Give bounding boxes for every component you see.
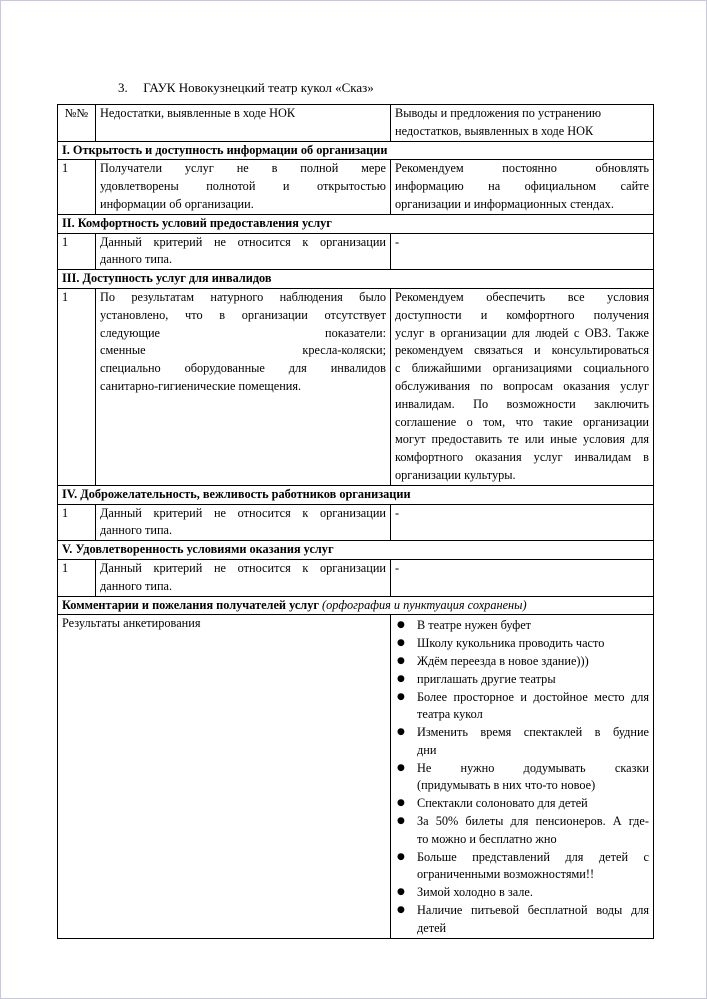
comments-list	[395, 617, 649, 937]
section-title: IV. Доброжелательность, вежливость работников организации	[58, 485, 654, 504]
recommendation-cell	[391, 559, 654, 596]
cell-line: рекомендуем связаться и консультироваться	[395, 343, 649, 358]
recommendation-cell	[391, 288, 654, 485]
survey-results-label: Результаты анкетирования	[58, 615, 391, 938]
table-row	[58, 559, 654, 596]
comment-item	[395, 689, 649, 725]
cell-line: организации и информационных стендах.	[395, 196, 614, 211]
header-number: №№	[58, 105, 96, 142]
bullet-icon: ●	[397, 673, 405, 684]
bullet-icon: ●	[397, 798, 405, 809]
heading-number: 3.	[118, 80, 128, 95]
row-number: 1	[58, 559, 96, 596]
section-title: III. Доступность услуг для инвалидов	[58, 270, 654, 289]
cell-line: Получатели услуг не в полной мере	[100, 161, 386, 176]
bullet-icon: ●	[397, 887, 405, 898]
comment-line: (придумывать в них что-то новое)	[417, 778, 596, 793]
comment-line: ограниченными возможностями!!	[417, 867, 595, 882]
bullet-icon: ●	[397, 638, 405, 649]
row-number: 1	[58, 160, 96, 214]
comment-line: театра кукол	[417, 707, 483, 722]
shortcoming-cell	[96, 504, 391, 541]
cell-line: -	[395, 234, 400, 249]
header-recommendations	[391, 105, 654, 142]
cell-line: данного типа.	[100, 523, 173, 538]
row-number: 1	[58, 288, 96, 485]
cell-line: доступности и комфортного получения	[395, 307, 649, 322]
heading-title: ГАУК Новокузнецкий театр кукол «Сказ»	[143, 80, 374, 95]
section-title: I. Открытость и доступность информации об организации	[58, 141, 654, 160]
comment-line: Школу кукольника проводить часто	[417, 636, 605, 651]
section-title: V. Удовлетворенность условиями оказания услуг	[58, 541, 654, 560]
bullet-icon: ●	[397, 691, 405, 702]
comment-item	[395, 813, 649, 849]
cell-line: удовлетворены полнотой и открытостью	[100, 179, 386, 194]
comment-line: Более просторное и достойное место для	[417, 689, 649, 704]
cell-line: данного типа.	[100, 578, 173, 593]
cell-line: специально оборудованные для инвалидов	[100, 361, 386, 376]
comments-note: (орфография и пунктуация сохранены)	[322, 597, 527, 612]
comment-item	[395, 902, 649, 938]
header-recommendations-line: недостатков, выявленных в ходе НОК	[395, 123, 594, 138]
cell-line: соглашение о том, что такие организации	[395, 414, 649, 429]
comment-line: детей	[417, 920, 447, 935]
comment-item	[395, 884, 649, 902]
bullet-icon: ●	[397, 762, 405, 773]
comment-line: В театре нужен буфет	[417, 618, 532, 633]
comment-item	[395, 724, 649, 760]
comment-item	[395, 653, 649, 671]
comment-line: Ждём переезда в новое здание)))	[417, 653, 589, 668]
comment-line: Изменить время спектаклей в будние	[417, 725, 649, 740]
section-header-row	[58, 485, 654, 504]
section-header-row	[58, 141, 654, 160]
comment-line: приглашать другие театры	[417, 671, 556, 686]
bullet-icon: ●	[397, 620, 405, 631]
bullet-icon: ●	[397, 655, 405, 666]
comments-header-row	[58, 596, 654, 615]
cell-line: следующие показатели:	[100, 325, 386, 340]
comment-line: дни	[417, 742, 437, 757]
cell-line: комфортного оказания услуг инвалидам в	[395, 450, 649, 465]
bullet-icon: ●	[397, 727, 405, 738]
shortcoming-cell	[96, 233, 391, 270]
comment-item	[395, 635, 649, 653]
cell-line: информацию на официальном сайте	[395, 179, 649, 194]
cell-line: сменные кресла-коляски;	[100, 343, 386, 358]
bullet-icon: ●	[397, 816, 405, 827]
comments-row	[58, 615, 654, 938]
comment-line: Больше представлений для детей с	[417, 849, 649, 864]
cell-line: Рекомендуем обеспечить все условия	[395, 289, 649, 304]
shortcoming-cell	[96, 559, 391, 596]
comment-line: Зимой холодно в зале.	[417, 885, 533, 900]
cell-line: информации об организации.	[100, 196, 254, 211]
comment-line: Наличие питьевой бесплатной воды для	[417, 903, 649, 918]
table-row	[58, 504, 654, 541]
cell-line: Данный критерий не относится к организации	[100, 234, 386, 249]
section-header-row	[58, 214, 654, 233]
cell-line: с ближайшими организациями социального	[395, 361, 649, 376]
recommendation-cell	[391, 160, 654, 214]
section-header-row	[58, 541, 654, 560]
comment-item	[395, 617, 649, 635]
table-row	[58, 160, 654, 214]
comment-item	[395, 795, 649, 813]
cell-line: инвалидам. По возможности заключить	[395, 396, 649, 411]
cell-line: Рекомендуем постоянно обновлять	[395, 161, 649, 176]
row-number: 1	[58, 504, 96, 541]
recommendation-cell	[391, 504, 654, 541]
comment-item	[395, 671, 649, 689]
table-row	[58, 288, 654, 485]
comment-line: то можно и бесплатно жно	[417, 831, 557, 846]
comments-title-cell	[58, 596, 654, 615]
header-recommendations-line: Выводы и предложения по устранению	[395, 106, 602, 120]
cell-line: организации культуры.	[395, 467, 516, 482]
shortcoming-cell	[96, 160, 391, 214]
header-shortcomings: Недостатки, выявленные в ходе НОК	[96, 105, 391, 142]
document-heading	[118, 80, 374, 96]
recommendation-cell	[391, 233, 654, 270]
bullet-icon: ●	[397, 905, 405, 916]
cell-line: установлено, что в организации отсутствует	[100, 307, 386, 322]
table-header-row	[58, 105, 654, 142]
bullet-icon: ●	[397, 851, 405, 862]
row-number: 1	[58, 233, 96, 270]
section-title: II. Комфортность условий предоставления услуг	[58, 214, 654, 233]
cell-line: обслуживания по вопросам оказания услуг	[395, 378, 649, 393]
shortcoming-cell	[96, 288, 391, 485]
cell-line: данного типа.	[100, 252, 173, 267]
cell-line: услуг в организации для людей с ОВЗ. Также	[395, 325, 649, 340]
cell-line: Данный критерий не относится к организации	[100, 505, 386, 520]
comments-list-cell	[391, 615, 654, 938]
assessment-table	[57, 104, 654, 939]
cell-line: -	[395, 560, 400, 575]
comment-line: Спектакли солоновато для детей	[417, 796, 588, 811]
comment-item	[395, 849, 649, 885]
comments-title: Комментарии и пожелания получателей услуг	[62, 597, 319, 612]
cell-line: -	[395, 505, 400, 520]
cell-line: Данный критерий не относится к организации	[100, 560, 386, 575]
comment-line: Не нужно додумывать сказки	[417, 760, 649, 775]
section-header-row	[58, 270, 654, 289]
table-row	[58, 233, 654, 270]
cell-line: могут предоставить те или иные условия для	[395, 432, 649, 447]
cell-line: По результатам натурного наблюдения было	[100, 289, 386, 304]
cell-line: санитарно-гигиенические помещения.	[100, 378, 302, 393]
comment-item	[395, 760, 649, 796]
comment-line: За 50% билеты для пенсионеров. А где-	[417, 814, 649, 829]
